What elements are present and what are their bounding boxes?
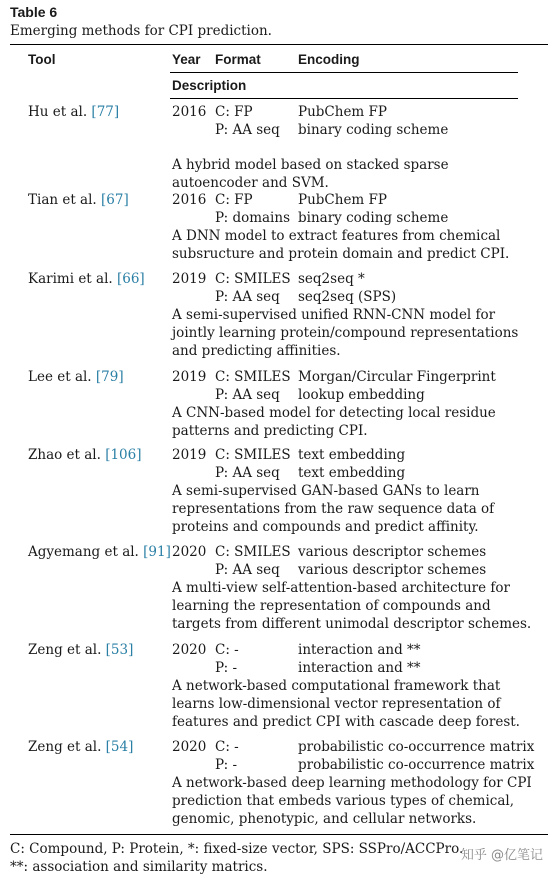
encoding-cell: various descriptor schemes [298,544,487,560]
encoding-cell: probabilistic co-occurrence matrix [298,739,535,755]
table-caption: Emerging methods for CPI prediction. [10,23,272,39]
top-rule [10,44,548,45]
format-cell: P: - [215,660,238,676]
description-cell: A DNN model to extract features from chemical subsructure and protein domain and predict CPI. [172,228,510,262]
tool-cell [28,191,129,209]
reference-link[interactable]: [67] [101,192,129,208]
format-cell: P: AA seq [215,465,280,481]
tool-name: Zhao et al. [28,447,106,463]
format-cell: C: - [215,642,239,658]
encoding-cell: PubChem FP [298,192,387,208]
format-cell: C: SMILES [215,271,291,287]
format-cell: P: AA seq [215,122,280,138]
footnote-abbreviations: C: Compound, P: Protein, *: fixed-size vector, SPS: SSPro/ACCPro. [10,841,464,857]
tool-cell [28,543,171,561]
tool-cell [28,641,133,659]
description-cell: A semi-supervised GAN-based GANs to learn representations from the raw sequence data of proteins and compounds and predict affinity. [172,483,495,535]
tool-cell [28,446,142,464]
tool-cell [28,103,119,121]
tool-name: Agyemang et al. [28,544,144,560]
year-cell: 2020 [172,642,207,658]
description-rule [170,98,518,99]
header-tool: Tool [28,52,56,67]
header-subrule [170,72,518,73]
format-cell: P: AA seq [215,387,280,403]
description-cell: A network-based computational framework that learns low-dimensional vector representation of features and predict CPI with cascade deep forest. [172,678,520,730]
encoding-cell: lookup embedding [298,387,425,403]
tool-name: Zeng et al. [28,739,106,755]
format-cell: C: SMILES [215,544,291,560]
format-cell: C: SMILES [215,369,291,385]
tool-name: Hu et al. [28,104,92,120]
year-cell: 2019 [172,271,207,287]
encoding-cell: interaction and ** [298,660,421,676]
encoding-cell: seq2seq (SPS) [298,289,397,305]
tool-name: Karimi et al. [28,271,117,287]
description-cell: A multi-view self-attention-based architecture for learning the representation of compounds and targets from different unimodal descriptor schemes. [172,580,532,632]
format-cell: C: FP [215,192,253,208]
format-cell: P: - [215,757,238,773]
description-cell: A semi-supervised unified RNN-CNN model for jointly learning protein/compound representations and predicting affinities. [172,307,519,359]
reference-link[interactable]: [91] [143,544,171,560]
format-cell: C: - [215,739,239,755]
year-cell: 2020 [172,739,207,755]
table-number: Table 6 [10,4,58,20]
footnote-matrices: **: association and similarity matrics. [10,859,268,875]
tool-cell [28,738,133,756]
reference-link[interactable]: [54] [105,739,134,755]
year-cell: 2016 [172,104,207,120]
format-cell: C: SMILES [215,447,291,463]
bottom-rule [10,834,548,835]
tool-cell [28,270,145,288]
encoding-cell: PubChem FP [298,104,387,120]
tool-name: Lee et al. [28,369,96,385]
encoding-cell: Morgan/Circular Fingerprint [298,369,496,385]
tool-cell [28,368,124,386]
encoding-cell: binary coding scheme [298,122,449,138]
tool-name: Zeng et al. [28,642,106,658]
description-cell: A network-based deep learning methodology for CPI prediction that embeds various types of chemical, genomic, phenotypic, and cellular networks. [172,775,532,827]
format-cell: C: FP [215,104,253,120]
reference-link[interactable]: [106] [105,447,142,463]
encoding-cell: binary coding scheme [298,210,449,226]
reference-link[interactable]: [66] [116,271,145,287]
encoding-cell: interaction and ** [298,642,421,658]
header-year: Year [172,52,201,67]
format-cell: P: domains [215,210,291,226]
watermark: 知乎 @亿笔记 [460,848,543,863]
year-cell: 2019 [172,369,207,385]
header-encoding: Encoding [298,52,360,67]
reference-link[interactable]: [79] [95,369,124,385]
format-cell: P: AA seq [215,289,280,305]
description-cell: A CNN-based model for detecting local residue patterns and predicting CPI. [172,405,496,439]
description-cell: A hybrid model based on stacked sparse autoencoder and SVM. [172,157,449,191]
year-cell: 2020 [172,544,207,560]
format-cell: P: AA seq [215,562,280,578]
header-description: Description [172,78,247,93]
encoding-cell: text embedding [298,465,406,481]
encoding-cell: text embedding [298,447,406,463]
table-header [10,4,272,40]
encoding-cell: seq2seq * [298,271,365,287]
encoding-cell: various descriptor schemes [298,562,487,578]
year-cell: 2019 [172,447,207,463]
reference-link[interactable]: [53] [105,642,134,658]
header-format: Format [215,52,261,67]
tool-name: Tian et al. [28,192,102,208]
reference-link[interactable]: [77] [91,104,120,120]
year-cell: 2016 [172,192,207,208]
encoding-cell: probabilistic co-occurrence matrix [298,757,535,773]
